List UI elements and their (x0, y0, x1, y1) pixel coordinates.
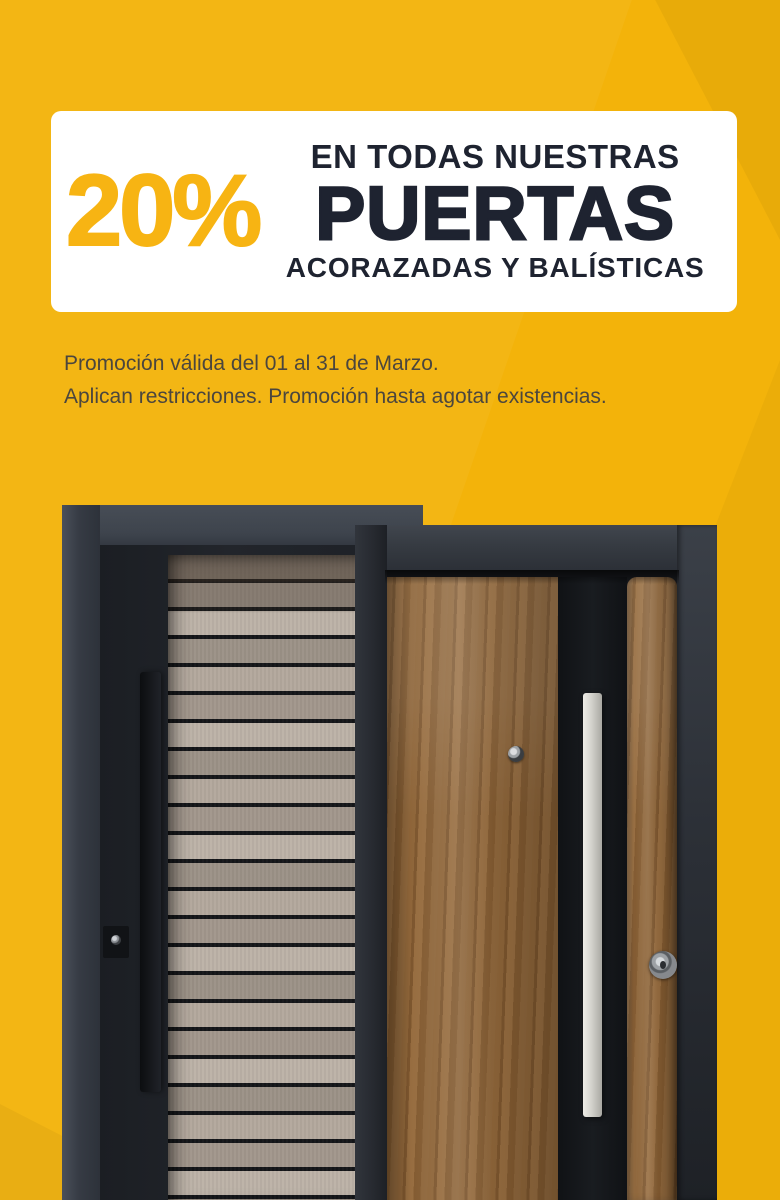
right-door-steel-handle (583, 693, 602, 1117)
right-door-wood-panel (387, 577, 558, 1200)
right-door-header-shadow (385, 570, 679, 584)
left-door-handle (140, 672, 161, 1092)
right-armored-door (355, 525, 717, 1200)
right-door-peephole (508, 746, 524, 762)
right-door-frame-right-jamb (677, 525, 717, 1200)
right-door-frame-left-jamb (355, 525, 387, 1200)
right-door-frame-header (355, 525, 717, 570)
promo-terms-line1: Promoción válida del 01 al 31 de Marzo. (64, 352, 439, 375)
headline-line3: ACORAZADAS Y BALÍSTICAS (285, 252, 705, 284)
left-door-frame-stile (62, 505, 100, 1200)
promo-terms-line2: Aplican restricciones. Promoción hasta agotar existencias. (64, 385, 607, 408)
right-door-wood-edge (627, 577, 677, 1200)
headline-line2: PUERTAS (315, 171, 676, 255)
discount-percent: 20% (66, 155, 260, 267)
headline-line1: EN TODAS NUESTRAS (310, 138, 680, 176)
left-door-lock-plate (103, 926, 129, 958)
right-door-lock-cylinder (649, 951, 677, 979)
